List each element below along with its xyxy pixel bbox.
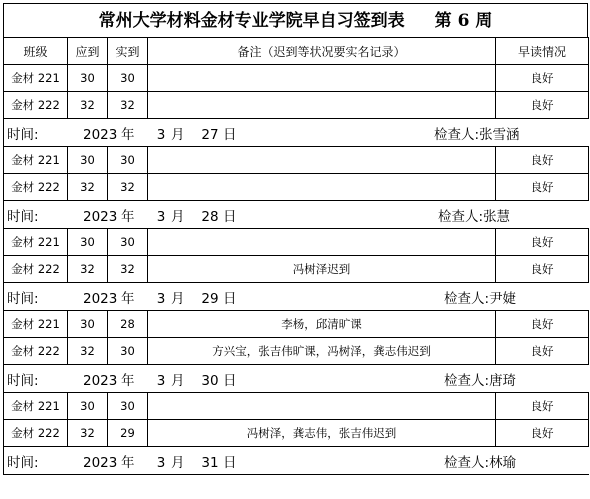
status-cell: 良好	[496, 256, 589, 283]
status-cell: 良好	[496, 174, 589, 201]
time-label: 时间:	[7, 454, 39, 471]
date-cell	[4, 201, 589, 229]
year-value: 2023	[83, 372, 118, 389]
expected-cell: 32	[68, 92, 108, 119]
expected-cell: 30	[68, 147, 108, 174]
year-value: 2023	[83, 290, 118, 307]
day-unit: 日	[223, 208, 237, 225]
checker-label: 检查人:	[444, 372, 490, 389]
attendance-body	[4, 65, 589, 475]
attendance-sheet	[3, 3, 588, 475]
date-row	[4, 119, 589, 147]
note-cell: 李杨，邱清旷课	[148, 311, 496, 338]
day-value: 27	[201, 126, 219, 143]
note-cell: 冯树泽，龚志伟，张吉伟迟到	[148, 420, 496, 447]
header-note: 备注（迟到等状况要实名记录）	[148, 38, 496, 65]
year-unit: 年	[121, 126, 135, 143]
checker	[444, 451, 516, 471]
month-unit: 月	[171, 454, 185, 471]
status-cell: 良好	[496, 420, 589, 447]
month-value: 3	[156, 454, 166, 471]
note-cell	[148, 229, 496, 256]
week-label: 第 6 周	[434, 11, 493, 31]
actual-cell: 30	[108, 65, 148, 92]
checker-name: 张雪涵	[479, 126, 520, 143]
year-unit: 年	[121, 208, 135, 225]
day-value: 30	[201, 372, 219, 389]
date-cell	[4, 365, 589, 393]
time-label: 时间:	[7, 126, 39, 143]
note-cell	[148, 92, 496, 119]
header-actual: 实到	[108, 38, 148, 65]
checker-label: 检查人:	[444, 454, 490, 471]
date-row	[4, 201, 589, 229]
table-row	[4, 256, 589, 283]
note-cell: 冯树泽迟到	[148, 256, 496, 283]
actual-cell: 30	[108, 229, 148, 256]
title-text: 常州大学材料金材专业学院早自习签到表	[98, 11, 405, 31]
date-row	[4, 447, 589, 475]
status-cell: 良好	[496, 338, 589, 365]
month-unit: 月	[171, 372, 185, 389]
class-cell: 金材 222	[4, 92, 68, 119]
class-cell: 金材 221	[4, 311, 68, 338]
note-cell	[148, 65, 496, 92]
note-cell	[148, 147, 496, 174]
year-unit: 年	[121, 454, 135, 471]
time-label: 时间:	[7, 290, 39, 307]
day-unit: 日	[223, 290, 237, 307]
checker	[444, 287, 516, 307]
checker-name: 唐琦	[489, 372, 517, 389]
month-value: 3	[156, 208, 166, 225]
checker	[434, 123, 520, 143]
actual-cell: 30	[108, 338, 148, 365]
checker	[438, 205, 510, 225]
table-row	[4, 147, 589, 174]
table-row	[4, 311, 589, 338]
date-cell	[4, 283, 589, 311]
note-cell	[148, 174, 496, 201]
class-cell: 金材 221	[4, 65, 68, 92]
actual-cell: 32	[108, 92, 148, 119]
year-value: 2023	[83, 126, 118, 143]
status-cell: 良好	[496, 229, 589, 256]
table-row	[4, 338, 589, 365]
month-unit: 月	[171, 126, 185, 143]
actual-cell: 30	[108, 393, 148, 420]
note-cell	[148, 393, 496, 420]
time-label: 时间:	[7, 372, 39, 389]
expected-cell: 32	[68, 174, 108, 201]
year-unit: 年	[121, 372, 135, 389]
month-unit: 月	[171, 208, 185, 225]
checker-label: 检查人:	[444, 290, 490, 307]
day-value: 28	[201, 208, 219, 225]
class-cell: 金材 221	[4, 147, 68, 174]
table-row	[4, 174, 589, 201]
actual-cell: 29	[108, 420, 148, 447]
expected-cell: 30	[68, 311, 108, 338]
month-value: 3	[156, 290, 166, 307]
actual-cell: 30	[108, 147, 148, 174]
status-cell: 良好	[496, 393, 589, 420]
actual-cell: 28	[108, 311, 148, 338]
day-unit: 日	[223, 126, 237, 143]
header-row	[4, 38, 589, 65]
year-value: 2023	[83, 454, 118, 471]
checker-label: 检查人:	[434, 126, 480, 143]
table-row	[4, 92, 589, 119]
status-cell: 良好	[496, 65, 589, 92]
header-expected: 应到	[68, 38, 108, 65]
day-value: 31	[201, 454, 219, 471]
actual-cell: 32	[108, 174, 148, 201]
note-cell: 方兴宝，张吉伟旷课，冯树泽，龚志伟迟到	[148, 338, 496, 365]
checker-name: 尹婕	[489, 290, 517, 307]
month-unit: 月	[171, 290, 185, 307]
class-cell: 金材 221	[4, 229, 68, 256]
checker	[444, 369, 516, 389]
class-cell: 金材 222	[4, 256, 68, 283]
actual-cell: 32	[108, 256, 148, 283]
class-cell: 金材 222	[4, 420, 68, 447]
date-row	[4, 283, 589, 311]
year-unit: 年	[121, 290, 135, 307]
month-value: 3	[156, 126, 166, 143]
expected-cell: 32	[68, 256, 108, 283]
checker-name: 林瑜	[489, 454, 517, 471]
expected-cell: 32	[68, 338, 108, 365]
day-unit: 日	[223, 372, 237, 389]
date-row	[4, 365, 589, 393]
month-value: 3	[156, 372, 166, 389]
expected-cell: 30	[68, 393, 108, 420]
header-status: 早读情况	[496, 38, 589, 65]
table-row	[4, 65, 589, 92]
day-unit: 日	[223, 454, 237, 471]
day-value: 29	[201, 290, 219, 307]
date-cell	[4, 447, 589, 475]
checker-label: 检查人:	[438, 208, 484, 225]
table-row	[4, 229, 589, 256]
header-class: 班级	[4, 38, 68, 65]
table-row	[4, 420, 589, 447]
expected-cell: 30	[68, 65, 108, 92]
expected-cell: 32	[68, 420, 108, 447]
class-cell: 金材 222	[4, 338, 68, 365]
checker-name: 张慧	[483, 208, 511, 225]
sheet-title	[3, 3, 588, 37]
class-cell: 金材 222	[4, 174, 68, 201]
time-label: 时间:	[7, 208, 39, 225]
date-cell	[4, 119, 589, 147]
attendance-table	[3, 37, 589, 475]
expected-cell: 30	[68, 229, 108, 256]
status-cell: 良好	[496, 147, 589, 174]
year-value: 2023	[83, 208, 118, 225]
table-row	[4, 393, 589, 420]
class-cell: 金材 221	[4, 393, 68, 420]
status-cell: 良好	[496, 92, 589, 119]
status-cell: 良好	[496, 311, 589, 338]
